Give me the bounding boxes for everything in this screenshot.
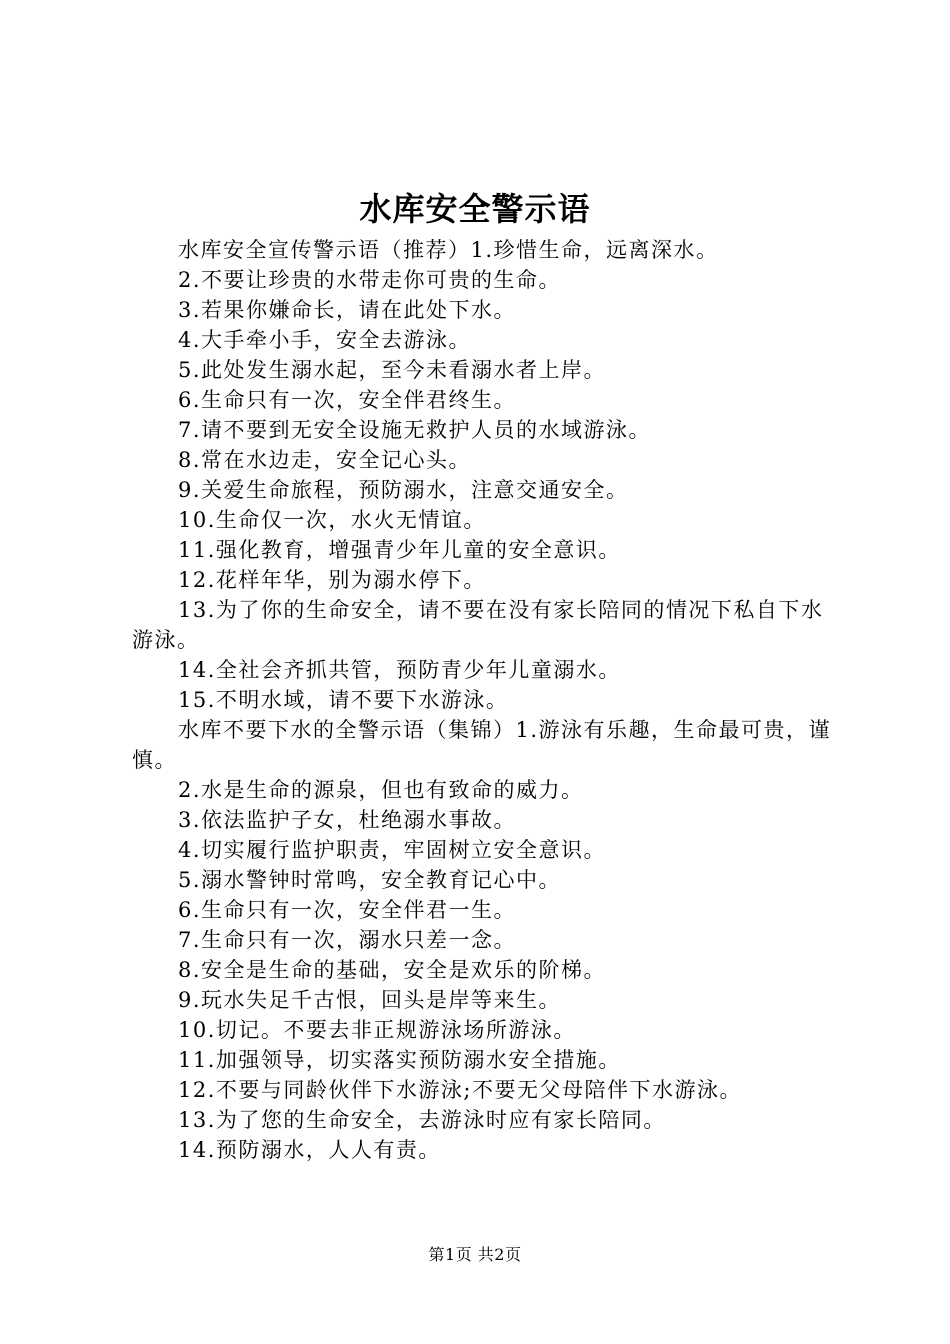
paragraph: 水库安全宣传警示语（推荐）1.珍惜生命，远离深水。 [178,238,719,262]
paragraph: 7.生命只有一次，溺水只差一念。 [178,928,517,952]
paragraph: 14.全社会齐抓共管，预防青少年儿童溺水。 [178,658,621,682]
paragraph: 2.不要让珍贵的水带走你可贵的生命。 [178,268,562,292]
paragraph: 6.生命只有一次，安全伴君一生。 [178,898,517,922]
paragraph: 3.依法监护子女，杜绝溺水事故。 [178,808,517,832]
paragraph: 6.生命只有一次，安全伴君终生。 [178,388,517,412]
paragraph: 5.此处发生溺水起，至今未看溺水者上岸。 [178,358,607,382]
paragraph: 2.水是生命的源泉，但也有致命的威力。 [178,778,584,802]
paragraph: 15.不明水域，请不要下水游泳。 [178,688,509,712]
paragraph: 4.切实履行监护职责，牢固树立安全意识。 [178,838,607,862]
paragraph: 7.请不要到无安全设施无救护人员的水域游泳。 [178,418,652,442]
paragraph: 13.为了你的生命安全，请不要在没有家长陪同的情况下私自下水游泳。 [132,598,824,652]
document-title: 水库安全警示语 [359,190,591,228]
paragraph: 4.大手牵小手，安全去游泳。 [178,328,472,352]
paragraph: 5.溺水警钟时常鸣，安全教育记心中。 [178,868,562,892]
paragraph: 8.安全是生命的基础，安全是欢乐的阶梯。 [178,958,607,982]
paragraph: 13.为了您的生命安全，去游泳时应有家长陪同。 [178,1108,666,1132]
paragraph: 3.若果你嫌命长，请在此处下水。 [178,298,517,322]
paragraph: 11.加强领导，切实落实预防溺水安全措施。 [178,1048,621,1072]
paragraph: 9.玩水失足千古恨，回头是岸等来生。 [178,988,562,1012]
document-body [132,235,832,1165]
page-footer: 第1页 共2页 [428,1245,522,1264]
paragraph: 8.常在水边走，安全记心头。 [178,448,472,472]
paragraph: 10.生命仅一次，水火无情谊。 [178,508,486,532]
paragraph: 9.关爱生命旅程，预防溺水，注意交通安全。 [178,478,629,502]
paragraph: 水库不要下水的全警示语（集锦）1.游泳有乐趣，生命最可贵，谨慎。 [132,718,832,772]
paragraph: 14.预防溺水，人人有责。 [178,1138,441,1162]
paragraph: 10.切记。不要去非正规游泳场所游泳。 [178,1018,576,1042]
paragraph: 11.强化教育，增强青少年儿童的安全意识。 [178,538,621,562]
paragraph: 12.花样年华，别为溺水停下。 [178,568,486,592]
paragraph: 12.不要与同龄伙伴下水游泳;不要无父母陪伴下水游泳。 [178,1078,742,1102]
